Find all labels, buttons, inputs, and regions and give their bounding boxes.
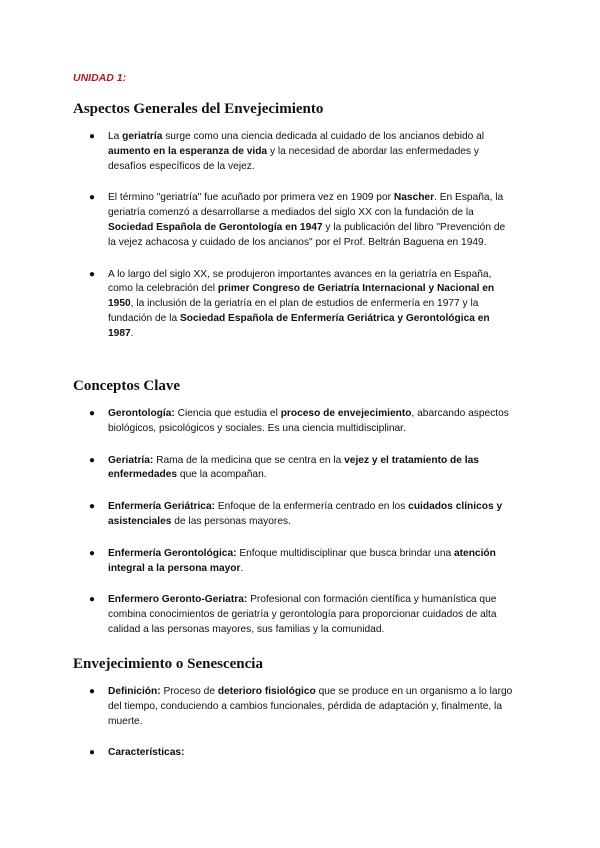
bullet-icon: ●	[89, 454, 96, 466]
bold-text: Geriatría:	[108, 454, 154, 466]
bullet-icon: ●	[89, 192, 96, 204]
body-text: . En España, la geriatría comenzó a desarrollarse a mediados del siglo XX con la fundación de la	[108, 192, 504, 219]
body-text: que la acompañan.	[177, 469, 267, 481]
bold-text: Sociedad Española de Enfermería Geriátrica y Gerontológica en 1987	[108, 312, 490, 339]
bold-text: primer Congreso de Geriatría Internacional y Nacional en 1950	[108, 283, 495, 310]
bold-text: Sociedad Española de Gerontología en 1947	[108, 221, 323, 233]
bullet-icon: ●	[89, 268, 96, 280]
bold-text: geriatría	[122, 131, 163, 142]
bold-text: Enfermero Geronto-Geriatra:	[108, 594, 248, 606]
body-text: A lo largo del siglo XX, se produjeron importantes avances en la geriatría en España, como la celebración del	[108, 268, 492, 295]
list-item	[0, 593, 600, 637]
list-item	[0, 685, 600, 729]
bold-text: atención integral a la persona mayor	[108, 547, 496, 574]
list-item	[0, 746, 600, 761]
bold-text: Definición:	[108, 686, 161, 697]
body-text: Enfoque de la enfermería centrado en los	[215, 501, 409, 513]
body-text: Ciencia que estudia el	[174, 408, 281, 419]
bold-text: Nascher	[393, 192, 435, 204]
section-title-aspectos: Aspectos Generales del Envejecimiento	[73, 101, 324, 117]
unit-title: UNIDAD 1:	[73, 72, 127, 84]
body-text: El término "geriatría" fue acuñado por primera vez en 1909 por	[108, 192, 394, 204]
body-text: surge como una ciencia dedicada al cuidado de los ancianos debido al	[162, 131, 485, 142]
body-text: que se produce en un organismo a lo largo del tiempo, conduciendo a cambios funcionales, pérdida de adaptación y, finalmente, la muerte.	[108, 686, 513, 727]
bold-text: cuidados clínicos y asistenciales	[108, 501, 503, 527]
body-text: .	[240, 562, 244, 574]
bullet-icon: ●	[89, 747, 96, 759]
body-text: Rama de la medicina que se centra en la	[153, 454, 345, 466]
bullet-icon: ●	[89, 408, 96, 419]
list-item	[0, 191, 600, 250]
body-text: La	[108, 131, 123, 142]
bold-text: Características:	[108, 747, 185, 759]
body-text: .	[130, 327, 134, 339]
bullet-icon: ●	[89, 547, 96, 559]
body-text: Enfoque multidisciplinar que busca brindar una	[236, 547, 454, 559]
body-text: de las personas mayores.	[171, 515, 291, 527]
bullet-icon: ●	[89, 686, 96, 697]
body-text: y la necesidad de abordar las enfermedades y desafíos específicos de la vejez.	[108, 145, 479, 172]
bold-text: proceso de envejecimiento	[280, 408, 412, 419]
list-item	[0, 500, 600, 530]
body-text: Proceso de	[160, 686, 218, 697]
body-text: , la inclusión de la geriatría en el plan de estudios de enfermería en 1977 y la fundación de la	[108, 298, 479, 324]
bold-text: deterioro fisiológico	[217, 686, 316, 697]
bold-text: aumento en la esperanza de vida	[108, 145, 268, 157]
list-item	[0, 547, 600, 577]
bullet-list-aspectos	[0, 130, 600, 359]
bullet-list-envejecimiento	[0, 685, 600, 778]
list-item	[0, 268, 600, 342]
body-text: , abarcando aspectos biológicos, psicológicos y sociales. Es una ciencia multidisciplinar.	[108, 408, 509, 434]
bold-text: Enfermería Gerontológica:	[108, 547, 237, 559]
bold-text: vejez y el tratamiento de las enfermedades	[108, 454, 479, 481]
bold-text: Gerontología:	[108, 408, 175, 419]
bullet-list-conceptos	[0, 407, 600, 655]
bullet-icon: ●	[89, 501, 96, 513]
section-title-conceptos: Conceptos Clave	[73, 378, 181, 394]
bullet-icon: ●	[89, 131, 96, 142]
list-item	[0, 130, 600, 174]
list-item	[0, 407, 600, 437]
body-text: Profesional con formación científica y humanística que combina conocimientos de geriatría y gerontología para proporcionar cuidados de alta calidad a las personas mayores, sus familias y la comunidad.	[108, 594, 497, 635]
section-title-envejecimiento: Envejecimiento o Senescencia	[73, 656, 263, 672]
bold-text: Enfermería Geriátrica:	[108, 501, 216, 513]
bullet-icon: ●	[89, 594, 96, 606]
body-text: y la publicación del libro "Prevención de la vejez achacosa y cuidado de los ancianos" por el Prof. Beltrán Baguena en 1949.	[108, 221, 506, 248]
list-item	[0, 454, 600, 484]
